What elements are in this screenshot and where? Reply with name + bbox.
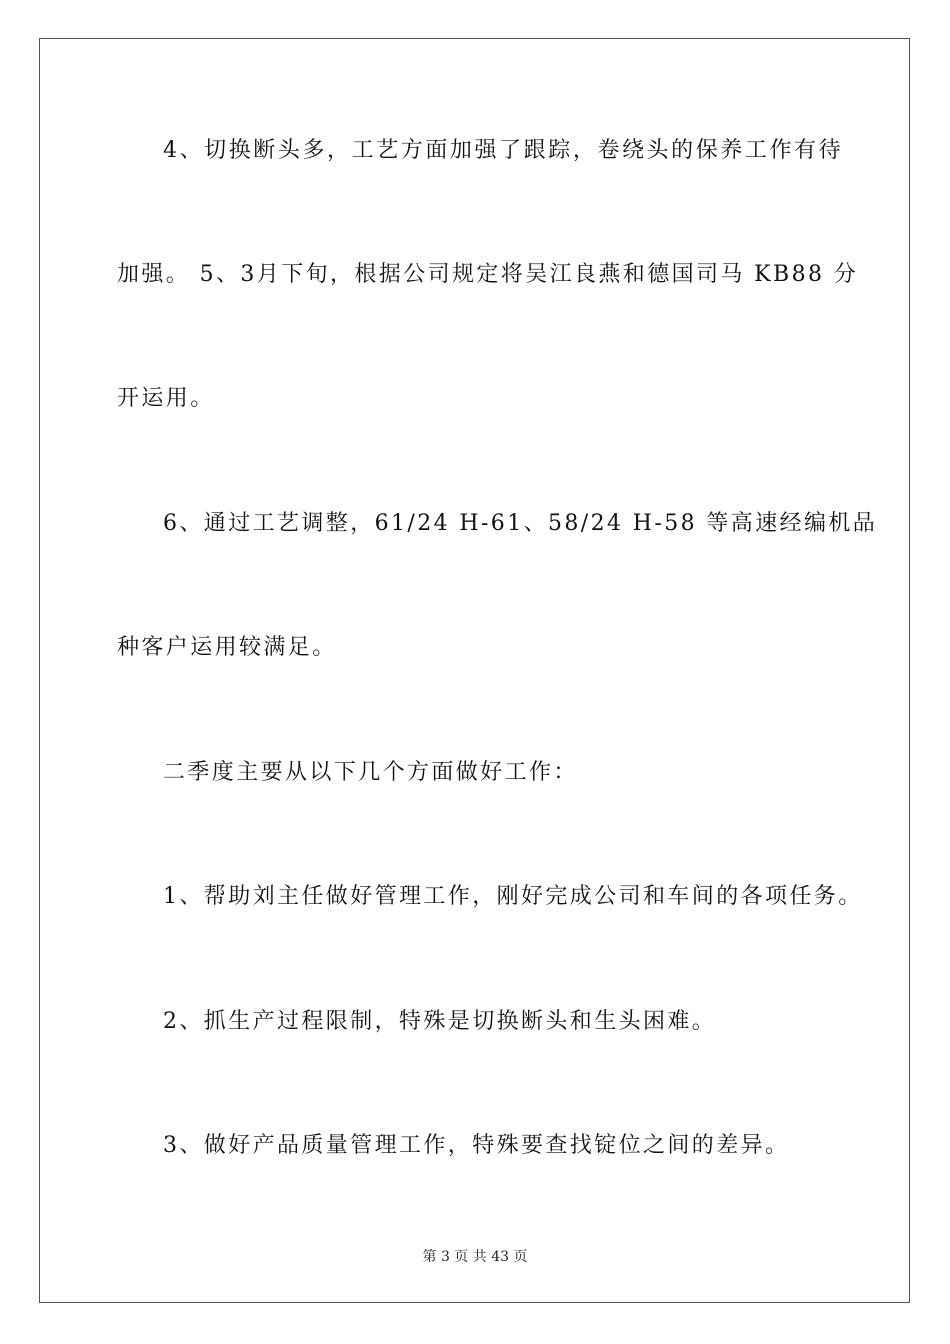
page-border (39, 38, 910, 1303)
paragraph-line-2: 加强。 5、3月下旬，根据公司规定将吴江良燕和德国司马 KB88 分 (117, 262, 859, 287)
paragraph-line-3: 开运用。 (117, 386, 215, 411)
paragraph-line-1: 4、切换断头多，工艺方面加强了跟踪，卷绕头的保养工作有待 (163, 138, 843, 163)
list-item-3: 3、做好产品质量管理工作，特殊要查找锭位之间的差异。 (163, 1133, 790, 1158)
section-heading: 二季度主要从以下几个方面做好工作： (163, 760, 578, 785)
list-item-1: 1、帮助刘主任做好管理工作，刚好完成公司和车间的各项任务。 (163, 884, 863, 909)
paragraph-line-5: 种客户运用较满足。 (117, 635, 337, 660)
paragraph-line-4: 6、通过工艺调整，61/24 H-61、58/24 H-58 等高速经编机品 (163, 511, 878, 536)
list-item-2: 2、抓生产过程限制，特殊是切换断头和生头困难。 (163, 1009, 717, 1034)
page-number-footer: 第 3 页 共 43 页 (422, 1249, 528, 1265)
